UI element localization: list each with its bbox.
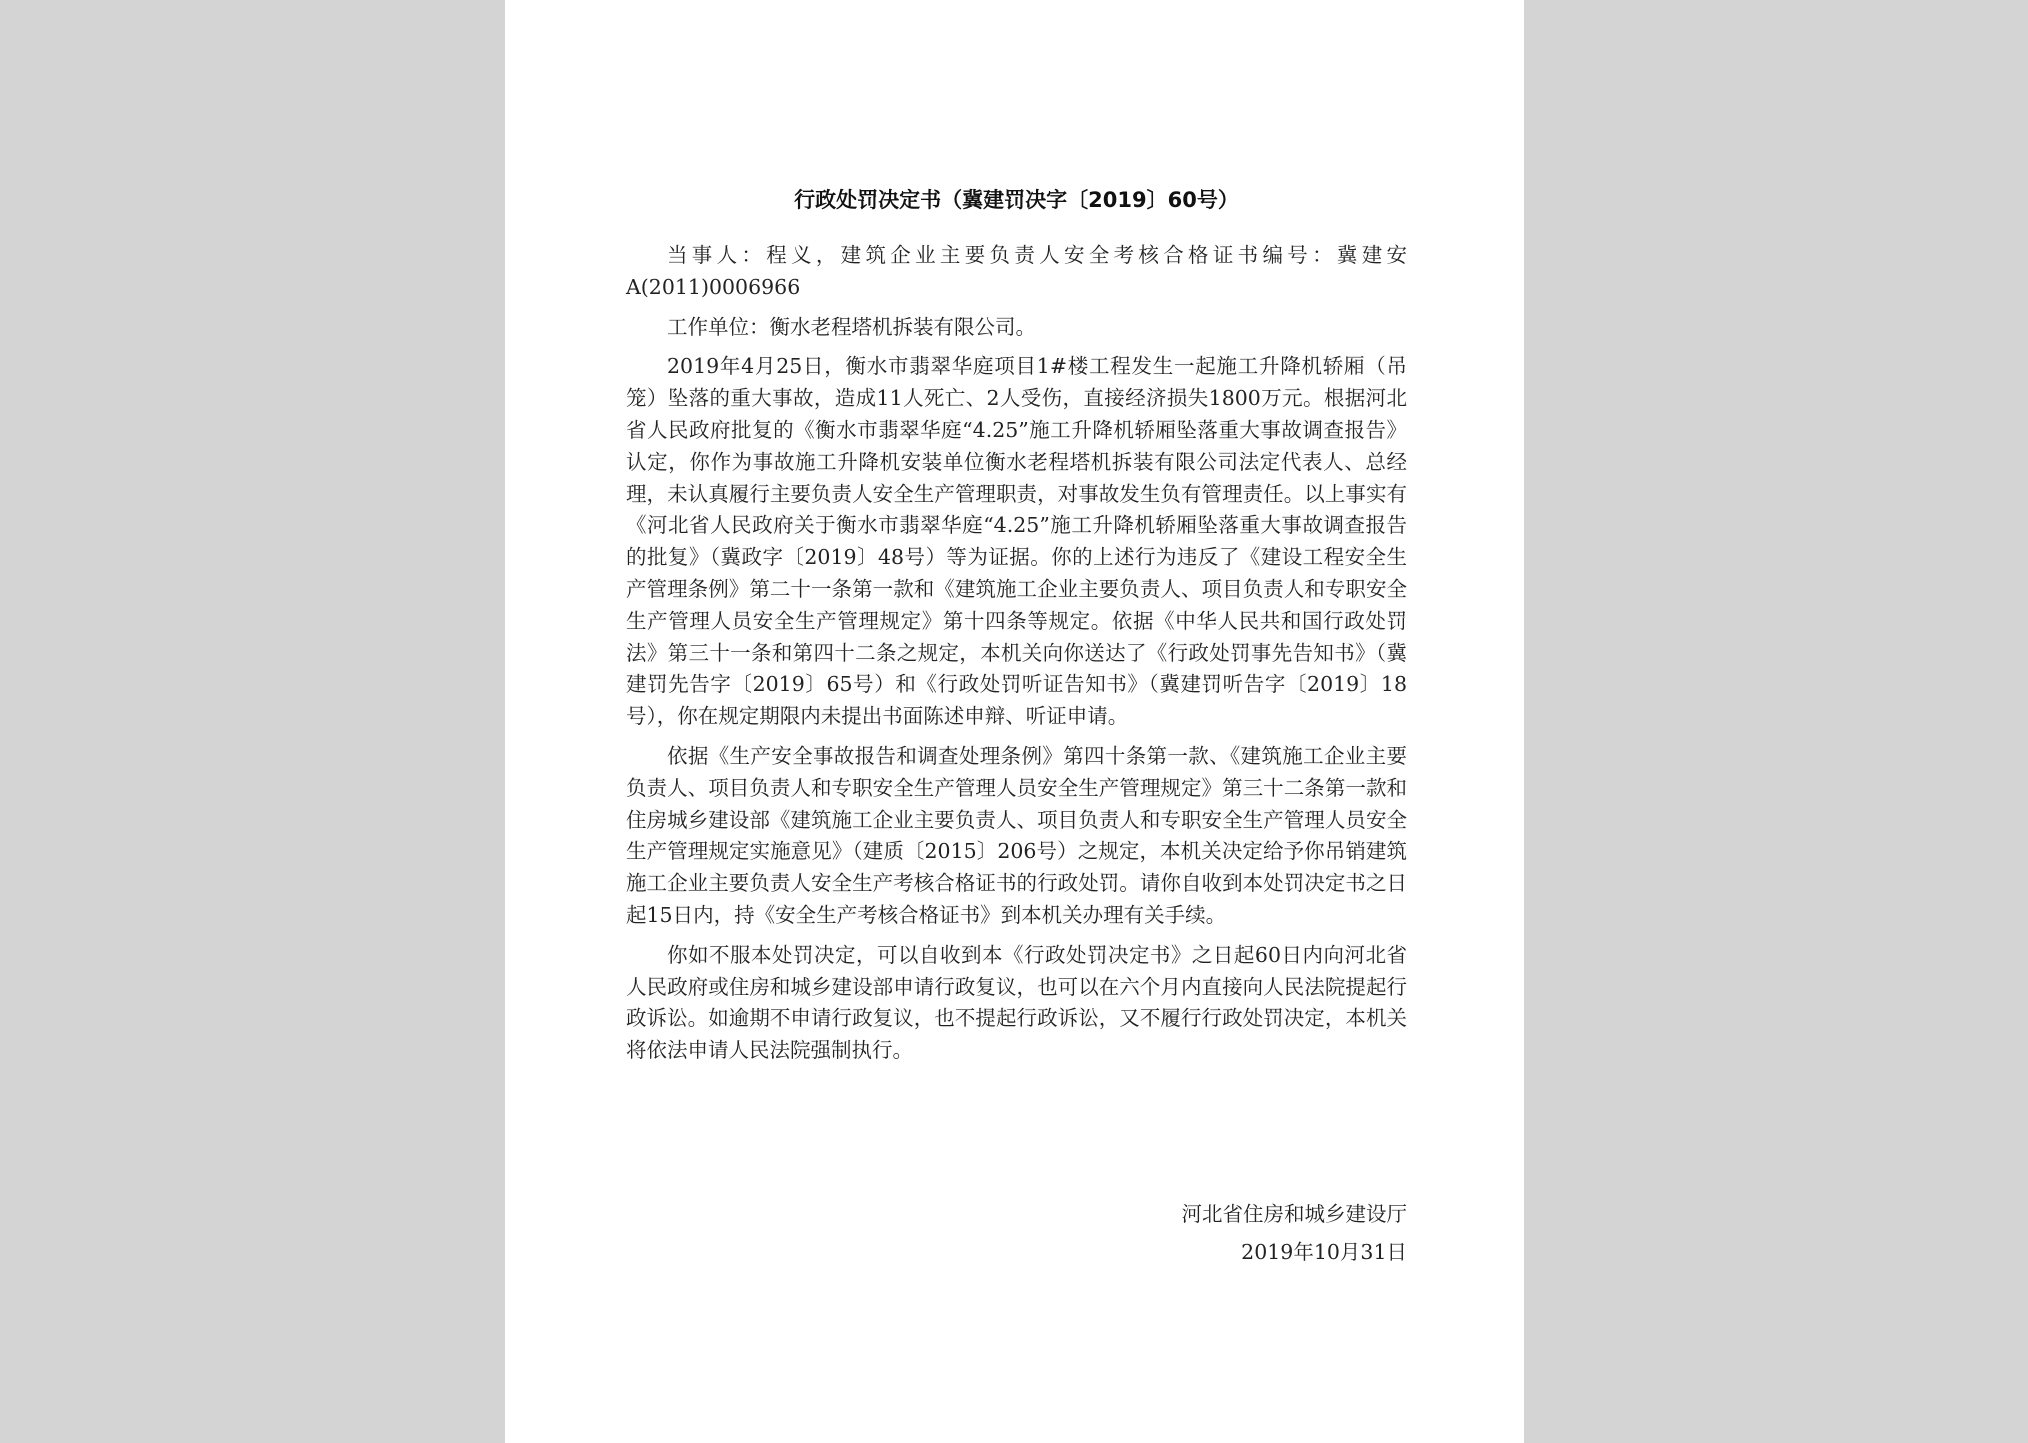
party-paragraph: 当事人：程义，建筑企业主要负责人安全考核合格证书编号：冀建安A(2011)0006966	[626, 243, 1407, 299]
document-title: 行政处罚决定书（冀建罚决字〔2019〕60号）	[794, 188, 1239, 212]
appeal-paragraph: 你如不服本处罚决定，可以自收到本《行政处罚决定书》之日起60日内向河北省人民政府或住房和城乡建设部申请行政复议，也可以在六个月内直接向人民法院提起行政诉讼。如逾期不申请行政复议，也不提起行政诉讼，又不履行行政处罚决定，本机关将依法申请人民法院强制执行。	[626, 942, 1407, 1063]
facts-paragraph: 2019年4月25日，衡水市翡翠华庭项目1#楼工程发生一起施工升降机轿厢（吊笼）坠落的重大事故，造成11人死亡、2人受伤，直接经济损失1800万元。根据河北省人民政府批复的《衡水市翡翠华庭“4.25”施工升降机轿厢坠落重大事故调查报告》认定，你作为事故施工升降机安装单位衡水老程塔机拆装有限公司法定代表人、总经理，未认真履行主要负责人安全生产管理职责，对事故发生负有管理责任。以上事实有《河北省人民政府关于衡水市翡翠华庭“4.25”施工升降机轿厢坠落重大事故调查报告的批复》（冀政字〔2019〕48号）等为证据。你的上述行为违反了《建设工程安全生产管理条例》第二十一条第一款和《建筑施工企业主要负责人、项目负责人和专职安全生产管理人员安全生产管理规定》第十四条等规定。依据《中华人民共和国行政处罚法》第三十一条和第四十二条之规定，本机关向你送达了《行政处罚事先告知书》（冀建罚先告字〔2019〕65号）和《行政处罚听证告知书》（冀建罚听告字〔2019〕18号），你在规定期限内未提出书面陈述申辩、听证申请。	[626, 354, 1407, 729]
signature-date: 2019年10月31日	[1241, 1240, 1407, 1264]
document-body	[626, 240, 1407, 1075]
document-page	[505, 0, 1524, 1443]
decision-paragraph: 依据《生产安全事故报告和调查处理条例》第四十条第一款、《建筑施工企业主要负责人、项目负责人和专职安全生产管理人员安全生产管理规定》第三十二条第一款和住房城乡建设部《建筑施工企业主要负责人、项目负责人和专职安全生产管理人员安全生产管理规定实施意见》（建质〔2015〕206号）之规定，本机关决定给予你吊销建筑施工企业主要负责人安全生产考核合格证书的行政处罚。请你自收到本处罚决定书之日起15日内，持《安全生产考核合格证书》到本机关办理有关手续。	[626, 743, 1407, 927]
signature-organization: 河北省住房和城乡建设厅	[1181, 1202, 1407, 1226]
work-unit-paragraph: 工作单位：衡水老程塔机拆装有限公司。	[667, 314, 1036, 339]
